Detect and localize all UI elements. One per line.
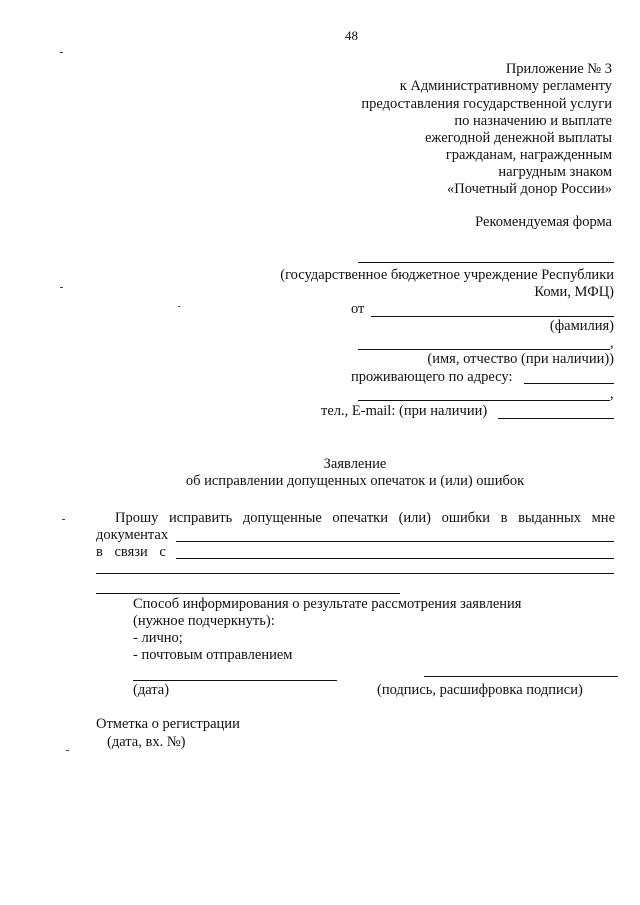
scan-speck [60,287,63,288]
scan-speck [178,306,180,307]
signature-field[interactable] [424,676,618,677]
address-field[interactable] [524,383,614,384]
name-hint: (имя, отчество (при наличии)) [427,351,614,367]
registration-label: Отметка о регистрации [96,716,240,732]
comma: , [610,335,614,351]
date-hint: (дата) [133,682,170,698]
registration-hint: (дата, вх. №) [107,734,186,750]
address-field-continued[interactable] [358,400,610,401]
reason-label: в связи с [96,544,166,560]
comma: , [610,386,614,402]
signature-hint: (подпись, расшифровка подписи) [377,682,583,698]
surname-hint: (фамилия) [549,318,614,334]
appendix-line: ежегодной денежной выплаты [424,130,612,146]
scan-speck [62,519,65,520]
appendix-line: Приложение № 3 [505,61,612,77]
option-personal[interactable]: - лично; [133,630,183,646]
reason-field-continued[interactable] [96,573,614,574]
appendix-line: «Почетный донор России» [446,181,612,197]
date-field[interactable] [133,680,337,681]
documents-label: документах [96,527,169,543]
from-label: от [351,301,365,317]
institution-hint-line2: Коми, МФЦ) [534,284,614,300]
contact-field[interactable] [498,418,614,419]
request-text: Прошу исправить допущенные опечатки (или) ошибки в выданных мне [115,510,615,526]
recommended-form-label: Рекомендуемая форма [475,214,612,230]
appendix-line: нагрудным знаком [498,164,612,180]
contact-label: тел., E-mail: (при наличии) [321,403,488,419]
statement-subtitle: об исправлении допущенных опечаток и (или) ошибок [185,473,525,489]
appendix-line: к Административному регламенту [399,78,612,94]
notify-method-hint: (нужное подчеркнуть): [133,613,275,629]
institution-hint-line1: (государственное бюджетное учреждение Республики [280,267,614,283]
documents-field[interactable] [176,541,614,542]
address-label: проживающего по адресу: [351,369,513,385]
surname-field[interactable] [371,316,614,317]
appendix-line: по назначению и выплате [454,113,612,129]
statement-title: Заявление [323,456,387,472]
reason-field[interactable] [176,558,614,559]
scan-speck [66,750,69,751]
appendix-line: предоставления государственной услуги [361,96,612,112]
page-number: 48 [345,28,358,43]
appendix-line: гражданам, награжденным [445,147,612,163]
institution-field[interactable] [358,262,614,263]
reason-field-end[interactable] [96,593,400,594]
name-field[interactable] [358,349,610,350]
option-mail[interactable]: - почтовым отправлением [133,647,293,663]
scan-speck [60,52,63,53]
notify-method-text: Способ информирования о результате рассмотрения заявления [133,596,522,612]
